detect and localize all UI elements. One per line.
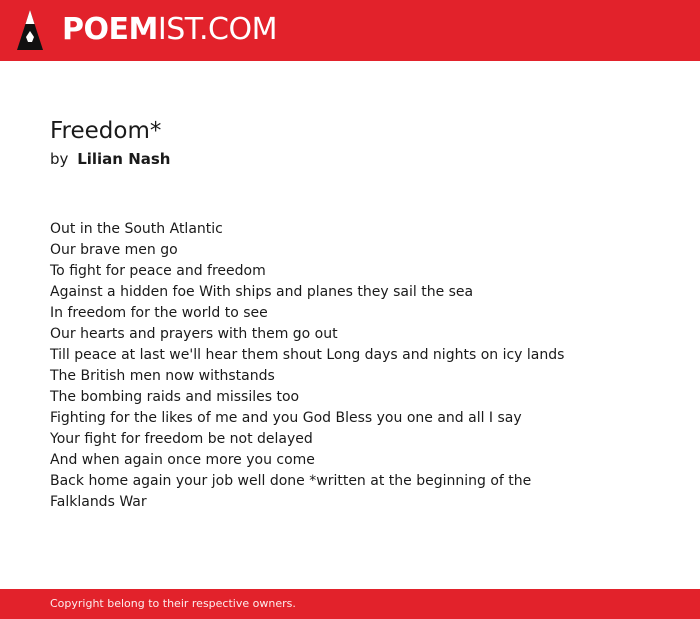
site-footer [0, 589, 700, 619]
author-name[interactable]: Lilian Nash [77, 150, 171, 168]
poem-line: Fighting for the likes of me and you God Bless you one and all I say [50, 410, 522, 426]
poem-line: Against a hidden foe With ships and planes they sail the sea [50, 284, 474, 300]
poem-byline [50, 148, 170, 170]
poem-line: Out in the South Atlantic [50, 221, 223, 237]
poem-line: In freedom for the world to see [50, 305, 268, 321]
poem-line: Your fight for freedom be not delayed [50, 431, 313, 447]
poem-line: The bombing raids and missiles too [50, 389, 300, 405]
poem-line: Back home again your job well done *written at the beginning of the [50, 473, 532, 489]
poem-line: And when again once more you come [50, 452, 315, 468]
logo-text-bold: POEM [62, 12, 158, 47]
site-header [0, 0, 700, 61]
poem-body [50, 219, 670, 513]
pencil-icon [16, 9, 44, 51]
poem-line: The British men now withstands [50, 368, 275, 384]
poem-line: Till peace at last we'll hear them shout Long days and nights on icy lands [50, 347, 565, 363]
site-logo[interactable] [62, 12, 277, 48]
poem-line: To fight for peace and freedom [50, 263, 266, 279]
poem-line: Falklands War [50, 494, 147, 510]
poem-line: Our hearts and prayers with them go out [50, 326, 338, 342]
byline-label: by [50, 150, 69, 168]
poem-title: Freedom* [50, 118, 162, 144]
copyright-notice: Copyright belong to their respective owners. [50, 597, 296, 610]
logo-text-light: IST.COM [157, 12, 277, 47]
poem-line: Our brave men go [50, 242, 178, 258]
